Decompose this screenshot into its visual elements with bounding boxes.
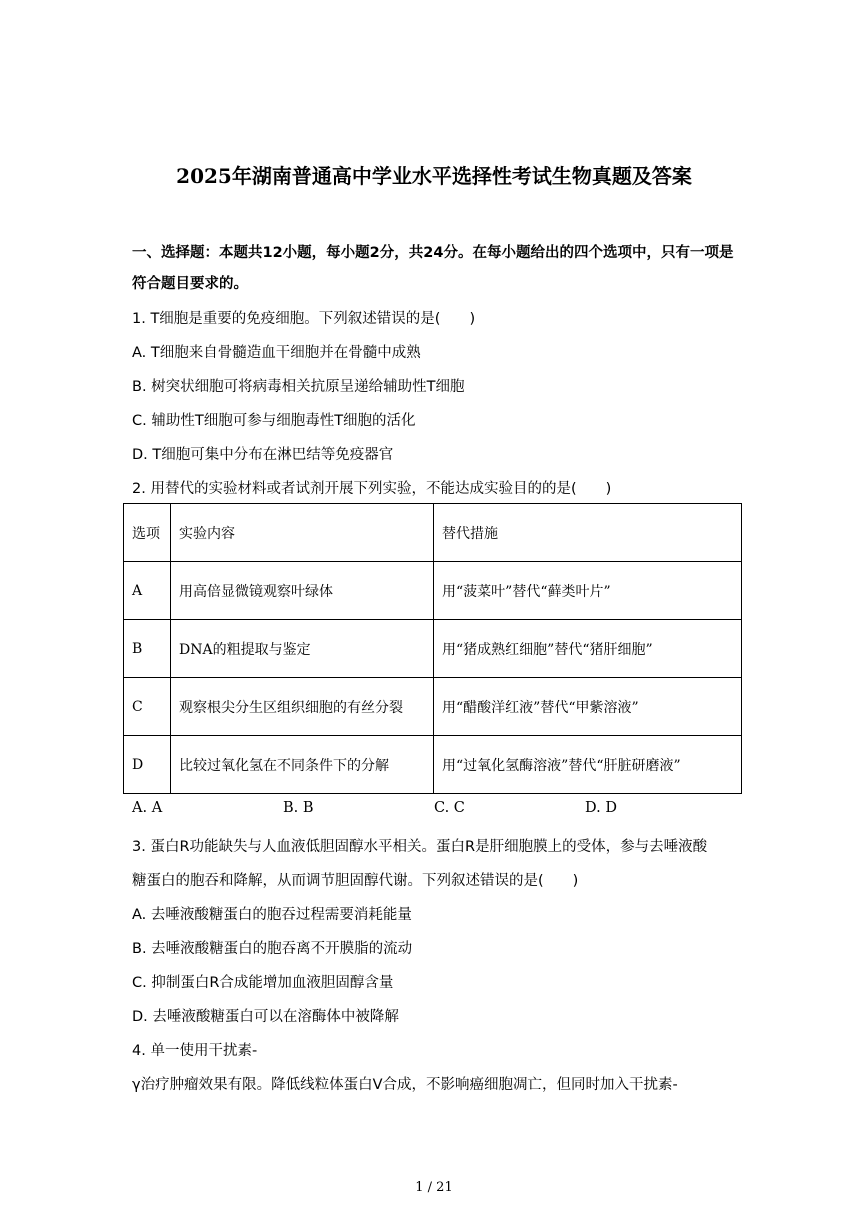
question-4-stem-line-2: γ治疗肿瘤效果有限。降低线粒体蛋白V合成，不影响癌细胞凋亡，但同时加入干扰素-	[132, 1077, 678, 1093]
question-3-option-b: B. 去唾液酸糖蛋白的胞吞离不开膜脂的流动	[132, 941, 413, 957]
question-1-stem: 1. T细胞是重要的免疫细胞。下列叙述错误的是( )	[132, 311, 476, 327]
question-1-option-b: B. 树突状细胞可将病毒相关抗原呈递给辅助性T细胞	[132, 379, 465, 395]
table-cell: 用“菠菜叶”替代“藓类叶片”	[434, 562, 742, 620]
question-1-option-d: D. T细胞可集中分布在淋巴结等免疫器官	[132, 447, 394, 463]
table-row	[124, 736, 742, 794]
table-cell: 用高倍显微镜观察叶绿体	[171, 562, 434, 620]
question-2-stem: 2. 用替代的实验材料或者试剂开展下列实验，不能达成实验目的的是( )	[132, 481, 612, 497]
question-2-option-b: B. B	[283, 800, 314, 816]
table-cell: 用“猪成熟红细胞”替代“猪肝细胞”	[434, 620, 742, 678]
table-cell: DNA的粗提取与鉴定	[171, 620, 434, 678]
table-header-cell: 实验内容	[171, 504, 434, 562]
table-header-row	[124, 504, 742, 562]
table-row	[124, 620, 742, 678]
table-cell: 比较过氧化氢在不同条件下的分解	[171, 736, 434, 794]
page-title: 2025年湖南普通高中学业水平选择性考试生物真题及答案	[176, 164, 692, 188]
question-3-option-a: A. 去唾液酸糖蛋白的胞吞过程需要消耗能量	[132, 907, 412, 923]
section-heading: 一、选择题：本题共12小题，每小题2分，共24分。在每小题给出的四个选项中，只有一项是符合题目要求的。	[132, 245, 734, 292]
table-cell: A	[124, 562, 171, 620]
question-1-option-a: A. T细胞来自骨髓造血干细胞并在骨髓中成熟	[132, 345, 421, 361]
question-1-option-c: C. 辅助性T细胞可参与细胞毒性T细胞的活化	[132, 413, 416, 429]
table-cell: B	[124, 620, 171, 678]
table-cell: D	[124, 736, 171, 794]
page-number: 1 / 21	[415, 1180, 453, 1195]
question-3-stem-line-2: 糖蛋白的胞吞和降解，从而调节胆固醇代谢。下列叙述错误的是( )	[132, 873, 579, 889]
table-row	[124, 562, 742, 620]
question-2-option-d: D. D	[585, 800, 617, 816]
table-row	[124, 678, 742, 736]
question-3-option-d: D. 去唾液酸糖蛋白可以在溶酶体中被降解	[132, 1009, 399, 1025]
question-2-option-a: A. A	[132, 800, 163, 816]
table-cell: 观察根尖分生区组织细胞的有丝分裂	[171, 678, 434, 736]
table-cell: C	[124, 678, 171, 736]
question-3-option-c: C. 抑制蛋白R合成能增加血液胆固醇含量	[132, 975, 394, 991]
table-cell: 用“过氧化氢酶溶液”替代“肝脏研磨液”	[434, 736, 742, 794]
table-cell: 用“醋酸洋红液”替代“甲紫溶液”	[434, 678, 742, 736]
question-2-option-c: C. C	[434, 800, 465, 816]
table-header-cell: 选项	[124, 504, 171, 562]
question-4-stem-line-1: 4. 单一使用干扰素-	[132, 1043, 258, 1059]
table-header-cell: 替代措施	[434, 504, 742, 562]
question-3-stem-line-1: 3. 蛋白R功能缺失与人血液低胆固醇水平相关。蛋白R是肝细胞膜上的受体，参与去唾液酸	[132, 839, 708, 855]
question-2-table	[123, 503, 742, 794]
